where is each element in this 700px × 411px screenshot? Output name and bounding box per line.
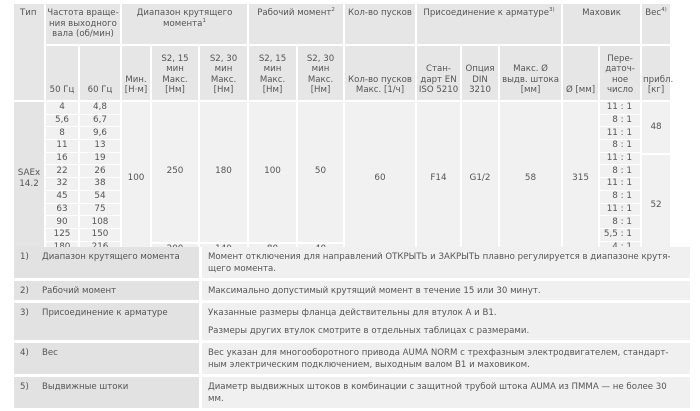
speed-60hz-cell: 13: [80, 140, 122, 153]
header-torque-min: Мин. [Н·м]: [122, 46, 152, 102]
footnote-row: [14, 281, 690, 303]
header-valve-group: Присоединение к арматуре$^{3)}$: [417, 4, 563, 46]
footnote-text: [202, 303, 690, 343]
ratio-cell: 5,5 : 1: [600, 229, 642, 242]
handwheel-diameter-cell: 315: [563, 102, 600, 255]
footnote-row: [14, 303, 690, 343]
valve-option-cell: G1/2: [462, 102, 500, 255]
header-speed-group: Частота враще-ния выходного вала (об/мин): [46, 4, 122, 46]
footnote-label: Вес: [36, 343, 202, 377]
speed-60hz-cell: 54: [80, 191, 122, 204]
speed-60hz-cell: 4,8: [80, 102, 122, 115]
header-speed-50hz: 50 Гц: [46, 46, 80, 102]
header-starts: Кол-во пусков Макс. [1/ч]: [345, 46, 417, 102]
specification-table: [14, 4, 672, 255]
ratio-cell: 8 : 1: [600, 165, 642, 178]
speed-50hz-cell: 11: [46, 140, 80, 153]
ratio-cell: 11 : 1: [600, 178, 642, 191]
footnote-label: Присоединение к арматуре: [36, 303, 202, 343]
speed-50hz-cell: 90: [46, 216, 80, 229]
footnote-row: [14, 377, 690, 411]
footnote-text: Вес указан для многооборотного привода AUMA NORM с трехфазным электродвигателем, стандарт-ным электрическим подключением, выходным валом B1 и маховиком.: [202, 343, 690, 377]
footnote-label: Выдвижные штоки: [36, 377, 202, 411]
speed-50hz-cell: 22: [46, 165, 80, 178]
speed-60hz-cell: 38: [80, 178, 122, 191]
run-torque-30-cell: 50: [298, 102, 345, 242]
weight-cell: 48: [642, 102, 672, 153]
ratio-cell: 8 : 1: [600, 140, 642, 153]
footnote-number: 4): [14, 343, 36, 377]
footnote-text-line1: Указанные размеры фланца действительны для втулок A и B1.: [208, 308, 497, 318]
ratio-cell: 8 : 1: [600, 216, 642, 229]
footnote-label: Рабочий момент: [36, 281, 202, 303]
ratio-cell: 11 : 1: [600, 153, 642, 166]
header-run-torque-30: S2, 30 мин Макс. [Нм]: [298, 46, 345, 102]
ratio-cell: 8 : 1: [600, 115, 642, 128]
speed-60hz-cell: 75: [80, 204, 122, 217]
speed-50hz-cell: 8: [46, 127, 80, 140]
starts-cell: 60: [345, 102, 417, 255]
header-valve-option: Опция DIN 3210: [462, 46, 500, 102]
footnote-text: Максимально допустимый крутящий момент в течение 15 или 30 минут.: [202, 281, 690, 303]
footnote-label: Диапазон крутящего момента: [36, 247, 202, 281]
header-handwheel-group: Маховик: [563, 4, 642, 46]
footnote-number: 3): [14, 303, 36, 343]
header-handwheel-diameter: Ø [мм]: [563, 46, 600, 102]
torque-max-30-cell: 180: [200, 102, 249, 242]
speed-50hz-cell: 16: [46, 153, 80, 166]
header-torque-range-group: Диапазон крутящего момента$^1$: [122, 4, 249, 46]
footnote-text: Момент отключения для направлений ОТКРЫТЬ и ЗАКРЫТЬ плавно регулируется в диапазоне крутя-щего момента.: [202, 247, 690, 281]
speed-50hz-cell: 4: [46, 102, 80, 115]
footnotes-table: [14, 247, 690, 411]
footnote-number: 5): [14, 377, 36, 411]
footnote-text-line2: Размеры других втулок смотрите в отдельных таблицах с размерами.: [208, 326, 530, 336]
speed-50hz-cell: 45: [46, 191, 80, 204]
header-starts-group: Кол-во пусков: [345, 4, 417, 46]
valve-stem-cell: 58: [500, 102, 563, 255]
ratio-cell: 11 : 1: [600, 102, 642, 115]
footnote-number: 2): [14, 281, 36, 303]
torque-max-15-cell: 250: [152, 102, 200, 242]
footnote-number: 1): [14, 247, 36, 281]
speed-60hz-cell: 19: [80, 153, 122, 166]
speed-60hz-cell: 26: [80, 165, 122, 178]
ratio-cell: 11 : 1: [600, 204, 642, 217]
header-handwheel-ratio: Пере-даточ-ное число: [600, 46, 642, 102]
speed-60hz-cell: 150: [80, 229, 122, 242]
footnote-text: Диаметр выдвижных штоков в комбинации с защитной трубой штока AUMA из ПММА — не более 30 мм.: [202, 377, 690, 411]
header-type: Тип: [14, 4, 46, 102]
run-torque-15-cell: 100: [249, 102, 298, 242]
speed-50hz-cell: 125: [46, 229, 80, 242]
speed-60hz-cell: 108: [80, 216, 122, 229]
header-torque-max-30: S2, 30 мин Макс. [Нм]: [200, 46, 249, 102]
ratio-cell: 11 : 1: [600, 127, 642, 140]
header-valve-stem: Макс. Ø выдв. штока [мм]: [500, 46, 563, 102]
speed-60hz-cell: 6,7: [80, 115, 122, 128]
speed-50hz-cell: 5,6: [46, 115, 80, 128]
torque-min-cell: 100: [122, 102, 152, 255]
header-speed-60hz: 60 Гц: [80, 46, 122, 102]
ratio-cell: 8 : 1: [600, 191, 642, 204]
header-valve-standard: Стан-дарт EN ISO 5210: [417, 46, 462, 102]
type-cell: SAEx 14.2: [14, 102, 46, 255]
header-weight: прибл. [кг]: [642, 46, 672, 102]
speed-50hz-cell: 63: [46, 204, 80, 217]
valve-standard-cell: F14: [417, 102, 462, 255]
header-run-torque-group: Рабочий момент$^2$: [249, 4, 345, 46]
table-row: [14, 102, 672, 115]
header-weight-group: Вес$^{4)}$: [642, 4, 672, 46]
header-run-torque-15: S2, 15 мин Макс. [Нм]: [249, 46, 298, 102]
footnote-row: [14, 247, 690, 281]
speed-50hz-cell: 32: [46, 178, 80, 191]
weight-cell: 52: [642, 153, 672, 256]
footnote-row: [14, 343, 690, 377]
header-torque-max-15: S2, 15 мин Макс. [Нм]: [152, 46, 200, 102]
speed-60hz-cell: 9,6: [80, 127, 122, 140]
